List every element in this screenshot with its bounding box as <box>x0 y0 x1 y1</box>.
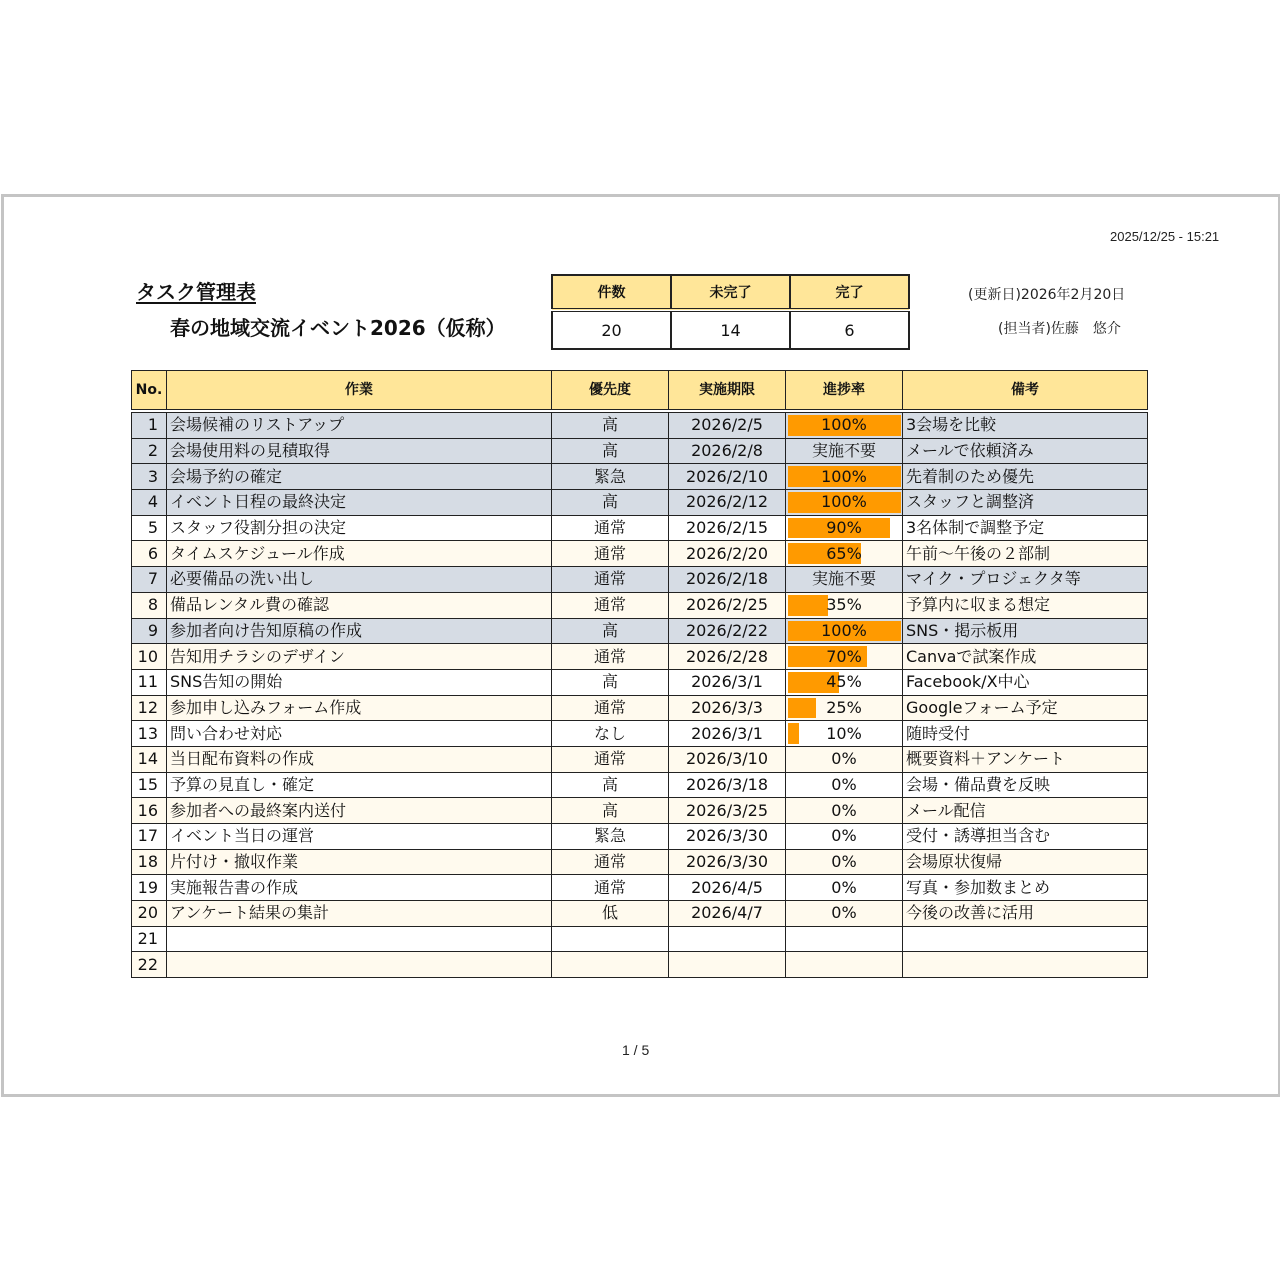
priority-cell <box>552 926 669 952</box>
due-date-cell <box>669 952 786 978</box>
task-table-header <box>132 371 1148 412</box>
header-priority: 優先度 <box>552 371 669 412</box>
table-row <box>132 746 1148 772</box>
task-cell: 告知用チラシのデザイン <box>167 644 552 670</box>
note-cell: 随時受付 <box>903 721 1148 747</box>
progress-label: 0% <box>831 903 857 923</box>
progress-cell <box>786 438 903 464</box>
row-number: 9 <box>132 618 167 644</box>
priority-cell: 通常 <box>552 644 669 670</box>
due-date-cell: 2026/3/3 <box>669 695 786 721</box>
priority-cell: 緊急 <box>552 824 669 850</box>
priority-cell: 通常 <box>552 567 669 593</box>
table-row <box>132 592 1148 618</box>
table-row <box>132 952 1148 978</box>
document-title: タスク管理表 <box>136 280 256 304</box>
progress-cell <box>786 824 903 850</box>
task-cell <box>167 926 552 952</box>
progress-cell <box>786 515 903 541</box>
note-cell <box>903 952 1148 978</box>
progress-cell <box>786 721 903 747</box>
progress-label: 0% <box>831 877 857 897</box>
progress-cell <box>786 952 903 978</box>
progress-label: 100% <box>821 415 867 435</box>
due-date-cell: 2026/2/18 <box>669 567 786 593</box>
priority-cell: 低 <box>552 901 669 927</box>
note-cell: 3名体制で調整予定 <box>903 515 1148 541</box>
due-date-cell: 2026/4/7 <box>669 901 786 927</box>
due-date-cell: 2026/2/15 <box>669 515 786 541</box>
progress-label: 0% <box>831 800 857 820</box>
task-cell: 会場予約の確定 <box>167 464 552 490</box>
priority-cell: 通常 <box>552 746 669 772</box>
due-date-cell: 2026/4/5 <box>669 875 786 901</box>
row-number: 17 <box>132 824 167 850</box>
note-cell: Canvaで試案作成 <box>903 644 1148 670</box>
row-number: 16 <box>132 798 167 824</box>
row-number: 7 <box>132 567 167 593</box>
task-cell: 会場候補のリストアップ <box>167 411 552 438</box>
note-cell: 午前～午後の２部制 <box>903 541 1148 567</box>
due-date-cell: 2026/2/22 <box>669 618 786 644</box>
progress-label: 100% <box>821 492 867 512</box>
progress-cell <box>786 618 903 644</box>
progress-cell <box>786 490 903 516</box>
note-cell: メール配信 <box>903 798 1148 824</box>
note-cell: マイク・プロジェクタ等 <box>903 567 1148 593</box>
progress-cell <box>786 772 903 798</box>
priority-cell: 高 <box>552 798 669 824</box>
task-cell: 必要備品の洗い出し <box>167 567 552 593</box>
table-row <box>132 901 1148 927</box>
progress-cell <box>786 875 903 901</box>
table-row <box>132 567 1148 593</box>
header-note: 備考 <box>903 371 1148 412</box>
progress-cell <box>786 746 903 772</box>
task-cell: アンケート結果の集計 <box>167 901 552 927</box>
progress-label: 実施不要 <box>811 569 876 589</box>
row-number: 15 <box>132 772 167 798</box>
row-number: 18 <box>132 849 167 875</box>
due-date-cell: 2026/3/25 <box>669 798 786 824</box>
priority-cell: 通常 <box>552 592 669 618</box>
due-date-cell: 2026/3/10 <box>669 746 786 772</box>
progress-label: 100% <box>821 466 867 486</box>
task-cell: 参加者への最終案内送付 <box>167 798 552 824</box>
row-number: 6 <box>132 541 167 567</box>
summary-header-incomplete: 未完了 <box>671 275 790 310</box>
table-row <box>132 644 1148 670</box>
progress-bar <box>788 723 799 744</box>
progress-cell <box>786 849 903 875</box>
task-cell <box>167 952 552 978</box>
note-cell: 予算内に収まる想定 <box>903 592 1148 618</box>
due-date-cell: 2026/3/1 <box>669 669 786 695</box>
priority-cell: 高 <box>552 618 669 644</box>
progress-label: 0% <box>831 774 857 794</box>
due-date-cell <box>669 926 786 952</box>
table-row <box>132 926 1148 952</box>
row-number: 13 <box>132 721 167 747</box>
progress-cell <box>786 644 903 670</box>
summary-table <box>551 274 910 350</box>
progress-cell <box>786 798 903 824</box>
task-cell: イベント日程の最終決定 <box>167 490 552 516</box>
row-number: 19 <box>132 875 167 901</box>
header-no: No. <box>132 371 167 412</box>
row-number: 8 <box>132 592 167 618</box>
note-cell: 今後の改善に活用 <box>903 901 1148 927</box>
progress-label: 65% <box>826 543 862 563</box>
row-number: 3 <box>132 464 167 490</box>
summary-complete-value: 6 <box>790 310 909 349</box>
progress-label: 0% <box>831 852 857 872</box>
priority-cell: 通常 <box>552 541 669 567</box>
row-number: 21 <box>132 926 167 952</box>
table-row <box>132 669 1148 695</box>
task-cell: 参加申し込みフォーム作成 <box>167 695 552 721</box>
summary-header-count: 件数 <box>552 275 671 310</box>
task-cell: 予算の見直し・確定 <box>167 772 552 798</box>
summary-count-value: 20 <box>552 310 671 349</box>
header-due: 実施期限 <box>669 371 786 412</box>
summary-header-complete: 完了 <box>790 275 909 310</box>
table-row <box>132 464 1148 490</box>
progress-cell <box>786 901 903 927</box>
task-cell: SNS告知の開始 <box>167 669 552 695</box>
priority-cell: 高 <box>552 772 669 798</box>
priority-cell: 通常 <box>552 695 669 721</box>
note-cell: Googleフォーム予定 <box>903 695 1148 721</box>
row-number: 20 <box>132 901 167 927</box>
table-row <box>132 772 1148 798</box>
table-row <box>132 875 1148 901</box>
progress-cell <box>786 695 903 721</box>
table-row <box>132 824 1148 850</box>
note-cell: 先着制のため優先 <box>903 464 1148 490</box>
row-number: 11 <box>132 669 167 695</box>
progress-label: 90% <box>826 518 862 538</box>
progress-label: 45% <box>826 672 862 692</box>
priority-cell: 高 <box>552 490 669 516</box>
progress-label: 実施不要 <box>811 441 876 461</box>
priority-cell: 緊急 <box>552 464 669 490</box>
event-name: 春の地域交流イベント2026（仮称） <box>170 316 506 340</box>
progress-label: 0% <box>831 749 857 769</box>
task-cell: タイムスケジュール作成 <box>167 541 552 567</box>
table-row <box>132 695 1148 721</box>
table-row <box>132 490 1148 516</box>
due-date-cell: 2026/2/25 <box>669 592 786 618</box>
task-cell: イベント当日の運営 <box>167 824 552 850</box>
row-number: 10 <box>132 644 167 670</box>
task-cell: 当日配布資料の作成 <box>167 746 552 772</box>
task-cell: スタッフ役割分担の決定 <box>167 515 552 541</box>
due-date-cell: 2026/2/5 <box>669 411 786 438</box>
due-date-cell: 2026/3/18 <box>669 772 786 798</box>
table-row <box>132 798 1148 824</box>
progress-label: 70% <box>826 646 862 666</box>
progress-bar <box>788 698 816 719</box>
note-cell <box>903 926 1148 952</box>
row-number: 5 <box>132 515 167 541</box>
note-cell: 概要資料＋アンケート <box>903 746 1148 772</box>
note-cell: 3会場を比較 <box>903 411 1148 438</box>
task-cell: 参加者向け告知原稿の作成 <box>167 618 552 644</box>
updated-date: (更新日)2026年2月20日 <box>968 287 1126 303</box>
owner-name: (担当者)佐藤 悠介 <box>998 321 1121 337</box>
progress-label: 25% <box>826 697 862 717</box>
due-date-cell: 2026/2/20 <box>669 541 786 567</box>
priority-cell: 高 <box>552 411 669 438</box>
table-row <box>132 541 1148 567</box>
table-row <box>132 438 1148 464</box>
note-cell: 会場・備品費を反映 <box>903 772 1148 798</box>
due-date-cell: 2026/3/1 <box>669 721 786 747</box>
row-number: 14 <box>132 746 167 772</box>
progress-cell <box>786 669 903 695</box>
progress-cell <box>786 567 903 593</box>
priority-cell: 高 <box>552 669 669 695</box>
due-date-cell: 2026/2/28 <box>669 644 786 670</box>
table-row <box>132 411 1148 438</box>
header-progress: 進捗率 <box>786 371 903 412</box>
progress-label: 10% <box>826 723 862 743</box>
progress-cell <box>786 464 903 490</box>
progress-cell <box>786 926 903 952</box>
note-cell: メールで依頼済み <box>903 438 1148 464</box>
page-indicator: 1 / 5 <box>622 1042 650 1058</box>
task-cell: 会場使用料の見積取得 <box>167 438 552 464</box>
task-cell: 備品レンタル費の確認 <box>167 592 552 618</box>
note-cell: 写真・参加数まとめ <box>903 875 1148 901</box>
task-cell: 実施報告書の作成 <box>167 875 552 901</box>
due-date-cell: 2026/3/30 <box>669 824 786 850</box>
row-number: 22 <box>132 952 167 978</box>
priority-cell <box>552 952 669 978</box>
due-date-cell: 2026/2/10 <box>669 464 786 490</box>
progress-cell <box>786 541 903 567</box>
progress-label: 35% <box>826 595 862 615</box>
row-number: 12 <box>132 695 167 721</box>
header-task: 作業 <box>167 371 552 412</box>
print-timestamp: 2025/12/25 - 15:21 <box>1110 229 1220 244</box>
due-date-cell: 2026/2/12 <box>669 490 786 516</box>
due-date-cell: 2026/3/30 <box>669 849 786 875</box>
progress-cell <box>786 411 903 438</box>
priority-cell: 通常 <box>552 849 669 875</box>
note-cell: 受付・誘導担当含む <box>903 824 1148 850</box>
note-cell: SNS・掲示板用 <box>903 618 1148 644</box>
table-row <box>132 849 1148 875</box>
priority-cell: 通常 <box>552 515 669 541</box>
task-cell: 問い合わせ対応 <box>167 721 552 747</box>
task-table <box>131 370 1148 978</box>
progress-label: 0% <box>831 826 857 846</box>
priority-cell: 高 <box>552 438 669 464</box>
table-row <box>132 721 1148 747</box>
row-number: 4 <box>132 490 167 516</box>
table-row <box>132 515 1148 541</box>
note-cell: Facebook/X中心 <box>903 669 1148 695</box>
note-cell: 会場原状復帰 <box>903 849 1148 875</box>
priority-cell: なし <box>552 721 669 747</box>
due-date-cell: 2026/2/8 <box>669 438 786 464</box>
row-number: 2 <box>132 438 167 464</box>
row-number: 1 <box>132 411 167 438</box>
progress-cell <box>786 592 903 618</box>
progress-label: 100% <box>821 620 867 640</box>
note-cell: スタッフと調整済 <box>903 490 1148 516</box>
task-cell: 片付け・撤収作業 <box>167 849 552 875</box>
priority-cell: 通常 <box>552 875 669 901</box>
summary-incomplete-value: 14 <box>671 310 790 349</box>
progress-bar <box>788 595 828 616</box>
table-row <box>132 618 1148 644</box>
